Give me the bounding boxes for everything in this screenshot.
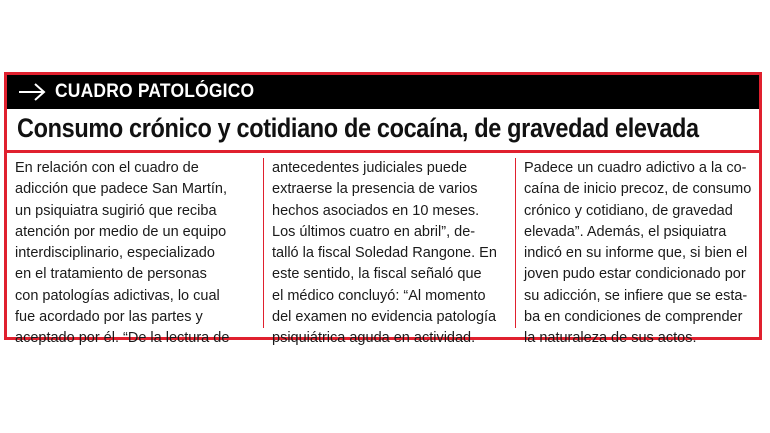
text-line: antecedentes judiciales puede xyxy=(272,160,468,176)
text-line: hechos asociados en 10 meses. xyxy=(272,202,480,219)
text-line: elevada”. Además, el psiquiatra xyxy=(524,223,727,240)
text-column-1 xyxy=(15,158,255,347)
text-line: psiquiátrica aguda en actividad. xyxy=(272,330,476,347)
text-line: del examen no evidencia patología xyxy=(272,309,497,326)
text-line: este sentido, la fiscal señaló que xyxy=(272,266,482,283)
column-divider xyxy=(263,158,264,328)
text-line: extraerse la presencia de varios xyxy=(272,181,478,198)
text-line: joven pudo estar condicionado por xyxy=(524,266,746,283)
text-line: ba en condiciones de comprender xyxy=(524,309,743,326)
text-line: en el tratamiento de personas xyxy=(15,266,207,283)
headline-rule xyxy=(7,150,759,153)
arrow-right-icon xyxy=(17,82,47,102)
column-divider xyxy=(515,158,516,328)
text-line: fue acordado por las partes y xyxy=(15,309,203,326)
text-line: el médico concluyó: “Al momento xyxy=(272,287,486,304)
text-line: adicción que padece San Martín, xyxy=(15,181,227,198)
text-line: crónico y cotidiano, de gravedad xyxy=(524,202,733,219)
text-line: En relación con el cuadro de xyxy=(15,160,199,176)
text-line: interdisciplinario, especializado xyxy=(15,245,215,262)
text-column-3 xyxy=(524,158,764,347)
text-line: atención por medio de un equipo xyxy=(15,223,227,240)
article-box xyxy=(4,72,762,347)
text-column-2 xyxy=(272,158,512,347)
section-header-bar xyxy=(7,75,759,109)
text-line: aceptado por él. “De la lectura de xyxy=(15,330,230,347)
text-line: Padece un cuadro adictivo a la co- xyxy=(524,160,747,176)
text-line: con patologías adictivas, lo cual xyxy=(15,287,220,304)
text-line: talló la fiscal Soledad Rangone. En xyxy=(272,245,497,262)
text-line: Los últimos cuatro en abril”, de- xyxy=(272,223,476,240)
text-line: un psiquiatra sugirió que reciba xyxy=(15,202,217,219)
body-columns xyxy=(7,158,759,347)
headline: Consumo crónico y cotidiano de cocaína, de gravedad elevada xyxy=(17,113,699,143)
text-line: la naturaleza de sus actos. xyxy=(524,330,697,347)
text-line: su adicción, se infiere que se esta- xyxy=(524,287,748,304)
text-line: caína de inicio precoz, de consumo xyxy=(524,181,752,198)
section-kicker: CUADRO PATOLÓGICO xyxy=(55,81,255,102)
text-line: indicó en su informe que, si bien el xyxy=(524,245,748,262)
